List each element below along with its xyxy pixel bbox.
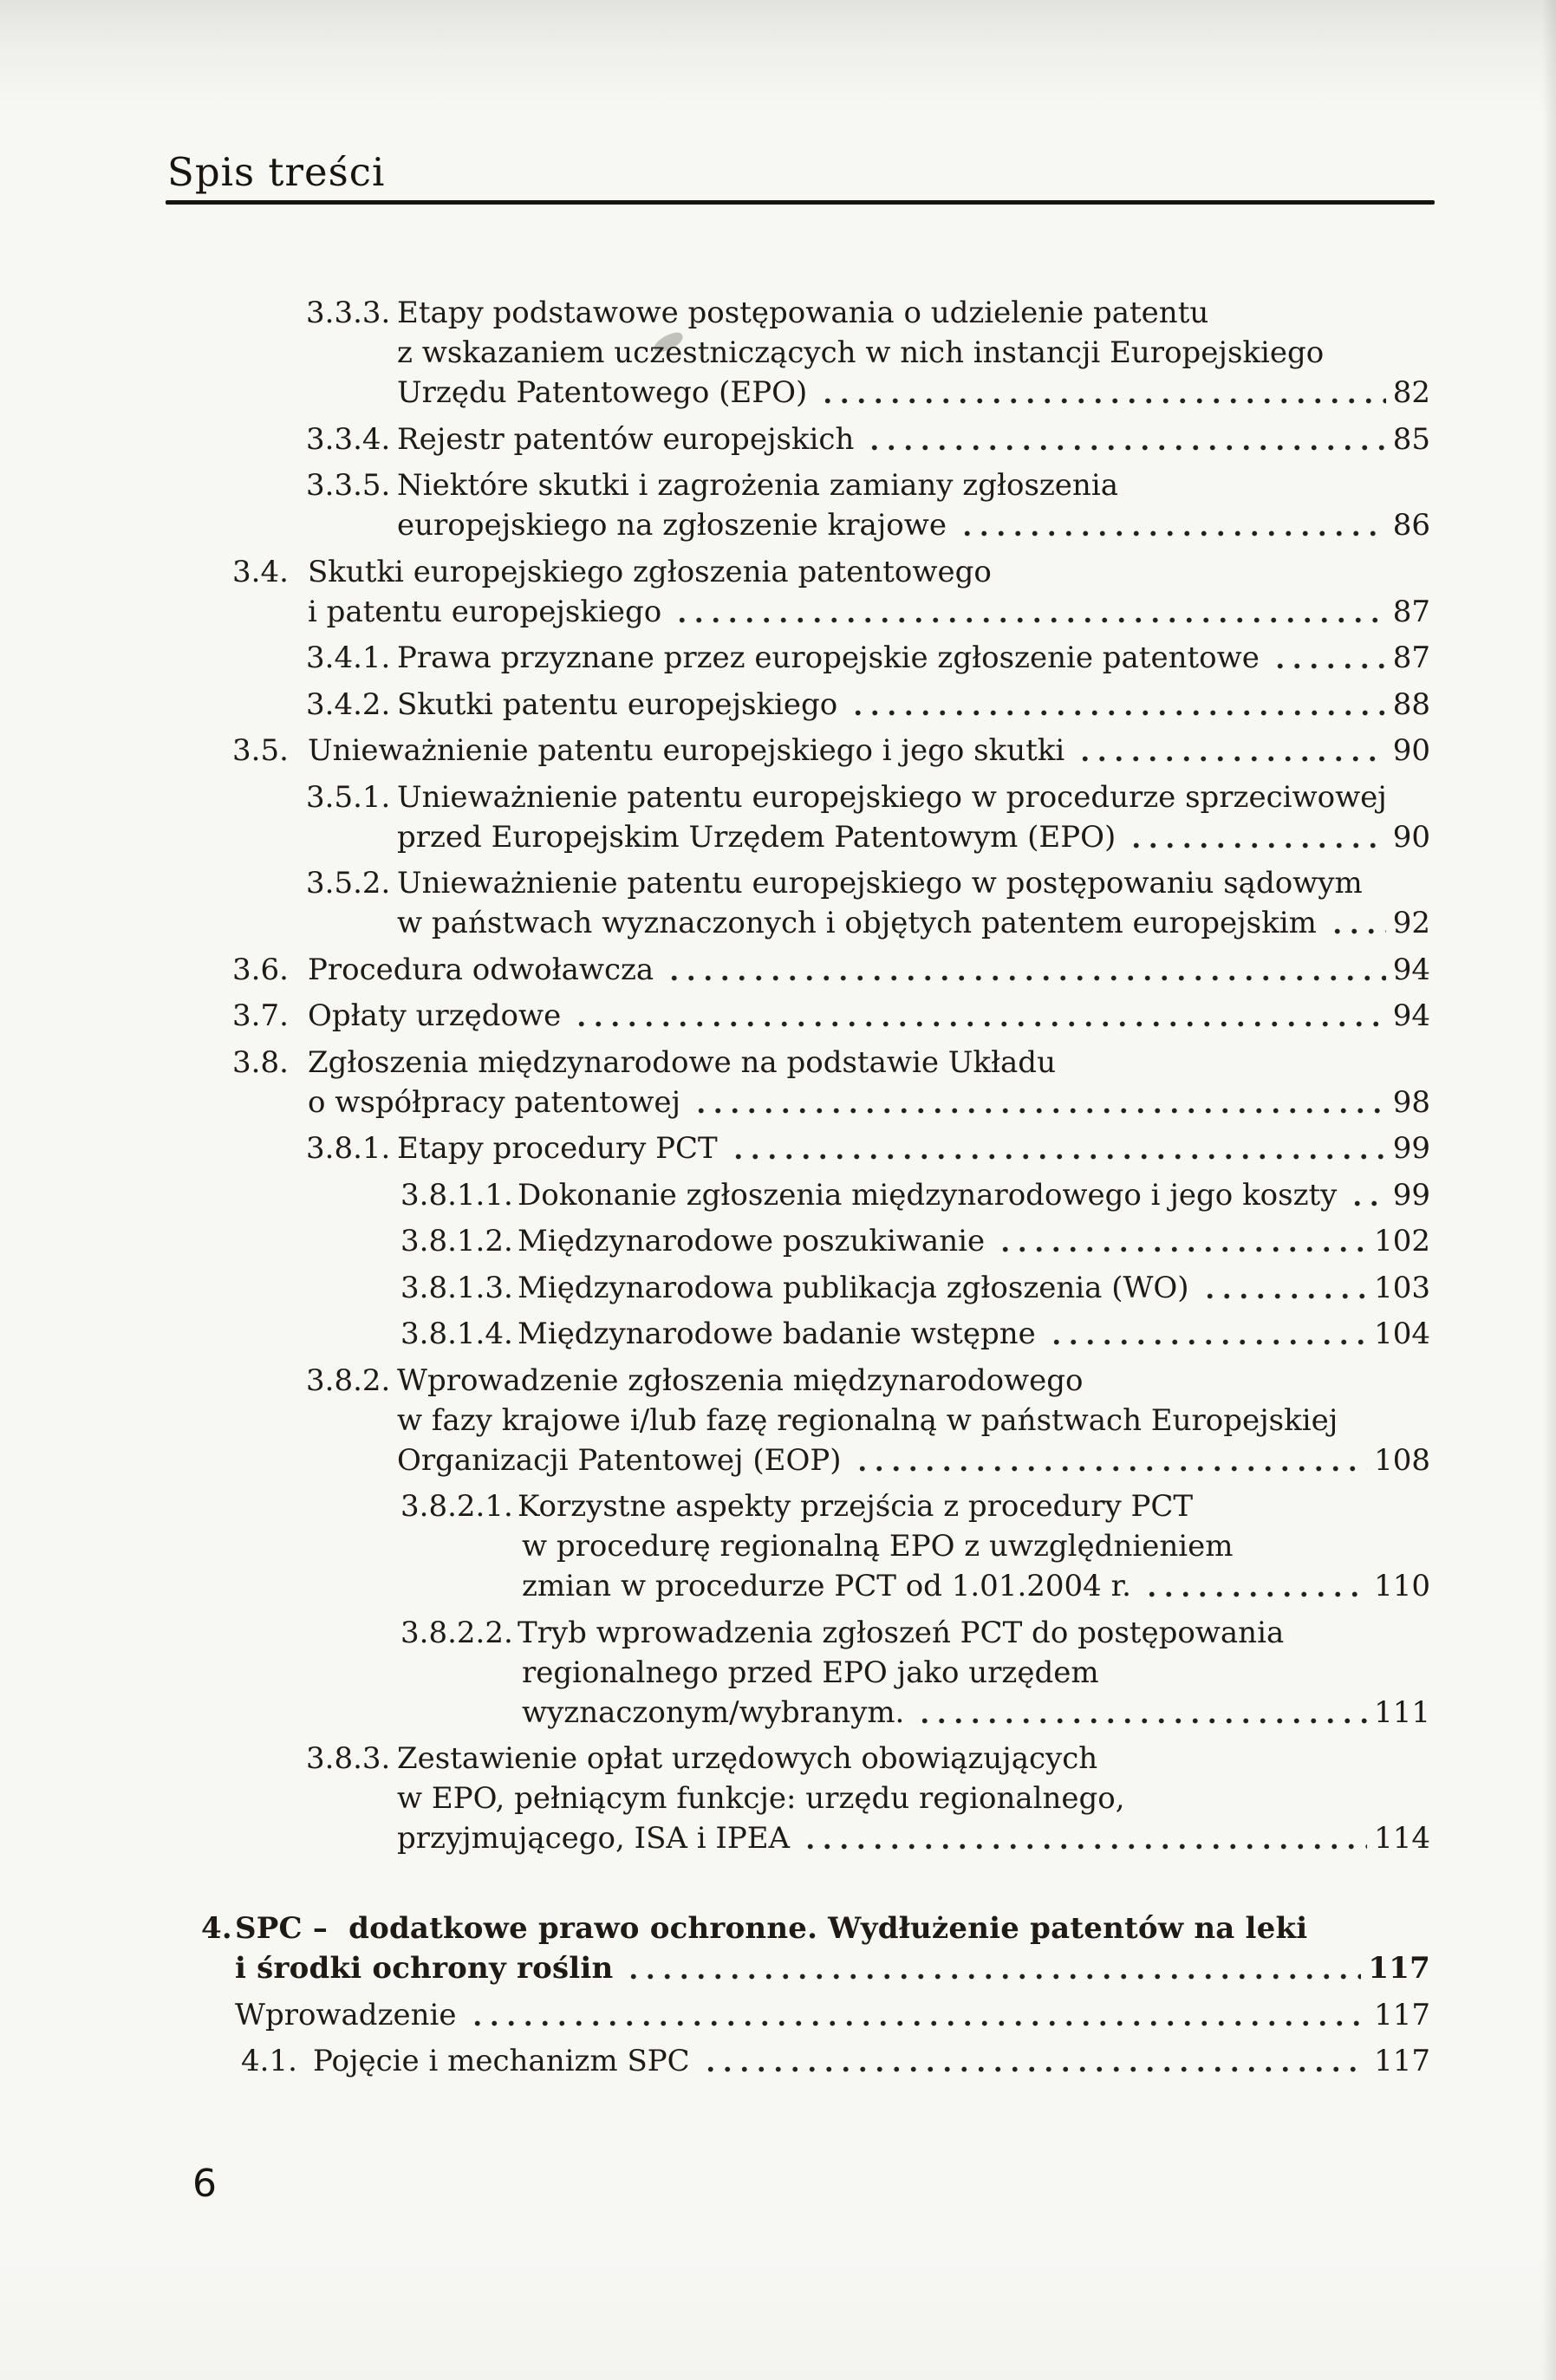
toc-entry: [306, 1361, 1430, 1480]
toc-entry: [306, 1128, 1430, 1168]
toc-entry-text: Wprowadzenie zgłoszenia międzynarodowego: [397, 1362, 1084, 1398]
toc-line: [400, 1693, 1430, 1733]
dot-leader: [1075, 731, 1385, 771]
dot-leader: [848, 685, 1385, 725]
toc-entry-text: Skutki patentu europejskiego: [397, 686, 838, 722]
toc-entry: [400, 1314, 1430, 1354]
table-of-contents: [0, 293, 1556, 2088]
toc-entry-number: 3.4.2.: [306, 686, 391, 722]
toc-line: [232, 731, 1430, 771]
page-ref: 86: [1392, 508, 1430, 543]
toc-entry: [400, 1268, 1430, 1308]
page-ref: 99: [1392, 1131, 1430, 1166]
toc-entry-number: 3.8.2.2.: [400, 1615, 513, 1650]
toc-entry-text: Zgłoszenia międzynarodowe na podstawie Układu: [308, 1044, 1056, 1080]
toc-line: [232, 592, 1430, 632]
toc-line: [400, 1221, 1430, 1261]
toc-entry: [306, 293, 1430, 413]
toc-entry-text: Prawa przyznane przez europejskie zgłoszenie patentowe: [397, 641, 1260, 675]
toc-entry: [306, 685, 1430, 725]
toc-line: [306, 505, 1430, 545]
toc-entry-number: 4.1.: [241, 2044, 297, 2078]
page-ref: 90: [1392, 819, 1430, 855]
page-ref: 87: [1392, 641, 1430, 675]
toc-entry-text: w procedurę regionalną EPO z uwzględnieniem: [522, 1529, 1234, 1564]
dot-leader: [1200, 1268, 1368, 1308]
toc-entry: [306, 419, 1430, 459]
toc-line: [306, 1739, 1430, 1778]
page-ref: 88: [1392, 686, 1430, 722]
dot-leader: [1126, 817, 1386, 857]
toc-line: [306, 293, 1430, 333]
toc-entry-text: i patentu europejskiego: [308, 594, 662, 629]
page-ref: 102: [1374, 1224, 1430, 1258]
page-number: 6: [192, 2162, 217, 2206]
toc-line: [232, 996, 1430, 1036]
page-ref: 92: [1392, 906, 1430, 940]
toc-entry-number: 3.8.2.: [306, 1362, 391, 1398]
toc-entry-number: 3.8.: [232, 1044, 289, 1080]
toc-entry-text: Unieważnienie patentu europejskiego i jego skutki: [308, 733, 1065, 768]
dot-leader: [664, 950, 1386, 990]
toc-line: [400, 1526, 1430, 1566]
toc-entry-text: Organizacji Patentowej (EOP): [397, 1442, 842, 1478]
toc-entry-number: 3.4.: [232, 554, 289, 589]
dot-leader: [957, 505, 1386, 545]
dot-leader: [691, 1083, 1386, 1122]
toc-line: [306, 1128, 1430, 1168]
toc-entry-number: 3.3.4.: [306, 421, 391, 457]
toc-entry: [306, 1739, 1430, 1858]
toc-entry-text: w EPO, pełniącym funkcje: urzędu regionalnego,: [397, 1781, 1125, 1816]
toc-line: [306, 638, 1430, 678]
toc-entry-text: SPC – dodatkowe prawo ochronne. Wydłużenie patentów na leki: [235, 1911, 1308, 1946]
toc-entry-text: Wprowadzenie: [235, 1997, 457, 2032]
page-ref: 99: [1392, 1177, 1430, 1213]
toc-entry-number: 3.8.1.: [306, 1131, 391, 1166]
page-ref: 111: [1374, 1694, 1430, 1730]
toc-entry-number: 3.8.1.4.: [400, 1317, 513, 1351]
toc-entry-text: Procedura odwoławcza: [308, 952, 654, 987]
toc-entry: [400, 1221, 1430, 1261]
dot-leader: [672, 592, 1386, 632]
toc-line: [306, 373, 1430, 413]
dot-leader: [623, 1948, 1361, 1988]
dot-leader: [571, 996, 1385, 1036]
toc-entry-text: w państwach wyznaczonych i objętych patentem europejskim: [397, 906, 1317, 940]
dot-leader: [700, 2041, 1367, 2081]
toc-entry-number: 3.5.1.: [306, 779, 391, 815]
toc-entry-text: Etapy podstawowe postępowania o udzielenie patentu: [397, 296, 1209, 330]
page-ref: 94: [1392, 998, 1430, 1033]
toc-entry: [306, 638, 1430, 678]
dot-leader: [1142, 1566, 1367, 1606]
toc-entry-text: Pojęcie i mechanizm SPC: [313, 2044, 690, 2078]
toc-entry-text: europejskiego na zgłoszenie krajowe: [397, 508, 947, 543]
toc-line: [306, 777, 1430, 817]
toc-entry: [232, 552, 1430, 632]
dot-leader: [852, 1440, 1368, 1480]
toc-entry-number: 3.3.5.: [306, 468, 391, 503]
page-ref: 98: [1392, 1084, 1430, 1120]
toc-entry-text: Zestawienie opłat urzędowych obowiązujących: [397, 1741, 1098, 1776]
page-ref: 117: [1374, 1997, 1430, 2032]
toc-entry: [306, 863, 1430, 943]
toc-entry-text: o współpracy patentowej: [308, 1084, 681, 1120]
toc-entry: [400, 1613, 1430, 1733]
toc-entry-number: 3.8.1.3.: [400, 1270, 513, 1305]
toc-line: [306, 863, 1430, 903]
toc-entry: [232, 996, 1430, 1036]
toc-line: [232, 552, 1430, 592]
toc-entry: [235, 1995, 1430, 2035]
toc-entry-text: przyjmującego, ISA i IPEA: [397, 1821, 791, 1856]
toc-entry-text: z wskazaniem uczestniczących w nich instancji Europejskiego: [397, 335, 1325, 370]
toc-entry-text: Międzynarodowe badanie wstępne: [518, 1317, 1036, 1351]
dot-leader: [800, 1818, 1367, 1858]
page-ref: 117: [1368, 1951, 1430, 1986]
toc-entry-text: zmian w procedurze PCT od 1.01.2004 r.: [522, 1569, 1131, 1603]
dot-leader: [817, 373, 1386, 413]
toc-line: [400, 1566, 1430, 1606]
toc-line: [306, 419, 1430, 459]
toc-entry-number: 3.8.1.2.: [400, 1224, 513, 1258]
toc-line: [400, 1653, 1430, 1693]
toc-entry: [201, 1909, 1430, 1988]
toc-entry-text: Unieważnienie patentu europejskiego w postępowaniu sądowym: [397, 866, 1363, 901]
toc-entry-text: przed Europejskim Urzędem Patentowym (EPO): [397, 819, 1117, 855]
toc-line: [306, 817, 1430, 857]
toc-entry: [306, 465, 1430, 545]
toc-entry: [306, 777, 1430, 857]
toc-entry-number: 3.8.3.: [306, 1741, 391, 1776]
dot-leader: [467, 1995, 1368, 2035]
toc-line: [241, 2041, 1430, 2081]
dot-leader: [728, 1128, 1386, 1168]
page-ref: 94: [1392, 952, 1430, 987]
page-ref: 103: [1374, 1270, 1430, 1305]
toc-entry-number: 3.6.: [232, 952, 289, 987]
toc-entry-text: w fazy krajowe i/lub fazę regionalną w państwach Europejskiej: [397, 1402, 1338, 1438]
toc-entry-text: Międzynarodowe poszukiwanie: [518, 1224, 986, 1258]
toc-entry-text: Korzystne aspekty przejścia z procedury PCT: [518, 1489, 1194, 1524]
toc-entry: [232, 731, 1430, 771]
toc-line: [400, 1175, 1430, 1215]
page-ref: 87: [1392, 594, 1430, 629]
toc-entry-text: Tryb wprowadzenia zgłoszeń PCT do postępowania: [518, 1615, 1285, 1650]
page-ref: 85: [1392, 421, 1430, 457]
toc-entry-text: Unieważnienie patentu europejskiego w procedurze sprzeciwowej: [397, 779, 1387, 815]
toc-entry-number: 3.3.3.: [306, 296, 391, 330]
toc-entry-text: Dokonanie zgłoszenia międzynarodowego i jego koszty: [518, 1177, 1338, 1213]
toc-entry-number: 3.7.: [232, 998, 289, 1033]
toc-entry: [400, 1175, 1430, 1215]
toc-line: [306, 1361, 1430, 1401]
page-title: Spis treści: [167, 149, 386, 195]
dot-leader: [1270, 638, 1386, 678]
toc-line: [306, 465, 1430, 505]
toc-entry-text: Opłaty urzędowe: [308, 998, 562, 1033]
toc-line: [232, 950, 1430, 990]
toc-line: [232, 1043, 1430, 1083]
toc-line: [306, 1778, 1430, 1818]
toc-entry-text: wyznaczonym/wybranym.: [522, 1694, 905, 1730]
toc-line: [400, 1486, 1430, 1526]
dot-leader: [864, 419, 1385, 459]
toc-entry-text: Skutki europejskiego zgłoszenia patentowego: [308, 554, 992, 589]
toc-entry-text: Międzynarodowa publikacja zgłoszenia (WO): [518, 1270, 1189, 1305]
dot-leader: [995, 1221, 1367, 1261]
toc-line: [400, 1613, 1430, 1653]
toc-line: [235, 1995, 1430, 2035]
toc-entry-number: 3.4.1.: [306, 641, 391, 675]
toc-entry: [232, 1043, 1430, 1122]
page-ref: 104: [1374, 1317, 1430, 1351]
toc-line: [400, 1314, 1430, 1354]
toc-line: [201, 1948, 1430, 1988]
dot-leader: [1327, 903, 1386, 943]
toc-entry-text: Rejestr patentów europejskich: [397, 421, 855, 457]
toc-line: [306, 903, 1430, 943]
page-ref: 90: [1392, 733, 1430, 768]
page-ref: 110: [1374, 1569, 1430, 1603]
dot-leader: [1347, 1175, 1385, 1215]
toc-entry-number: 4.: [201, 1911, 232, 1946]
dot-leader: [915, 1693, 1367, 1733]
toc-entry: [241, 2041, 1430, 2081]
page-ref: 117: [1374, 2044, 1430, 2078]
toc-entry-text: i środki ochrony roślin: [235, 1951, 614, 1986]
page-ref: 114: [1374, 1821, 1430, 1856]
toc-line: [232, 1083, 1430, 1122]
page-ref: 82: [1392, 375, 1430, 410]
toc-line: [306, 685, 1430, 725]
toc-entry: [400, 1486, 1430, 1606]
header-rule: [166, 200, 1435, 205]
toc-line: [306, 1818, 1430, 1858]
toc-line: [400, 1268, 1430, 1308]
page-ref: 108: [1374, 1442, 1430, 1478]
toc-entry-text: Etapy procedury PCT: [397, 1131, 718, 1166]
toc-entry-text: Niektóre skutki i zagrożenia zamiany zgłoszenia: [397, 468, 1118, 503]
toc-entry: [232, 950, 1430, 990]
toc-line: [306, 333, 1430, 373]
toc-line: [201, 1909, 1430, 1948]
toc-entry-text: Urzędu Patentowego (EPO): [397, 375, 808, 410]
toc-entry-number: 3.5.2.: [306, 866, 391, 901]
dot-leader: [1046, 1314, 1367, 1354]
toc-line: [306, 1401, 1430, 1440]
toc-entry-number: 3.8.2.1.: [400, 1489, 513, 1524]
toc-line: [306, 1440, 1430, 1480]
toc-entry-number: 3.5.: [232, 733, 289, 768]
toc-entry-number: 3.8.1.1.: [400, 1177, 513, 1213]
toc-entry-text: regionalnego przed EPO jako urzędem: [522, 1655, 1099, 1690]
